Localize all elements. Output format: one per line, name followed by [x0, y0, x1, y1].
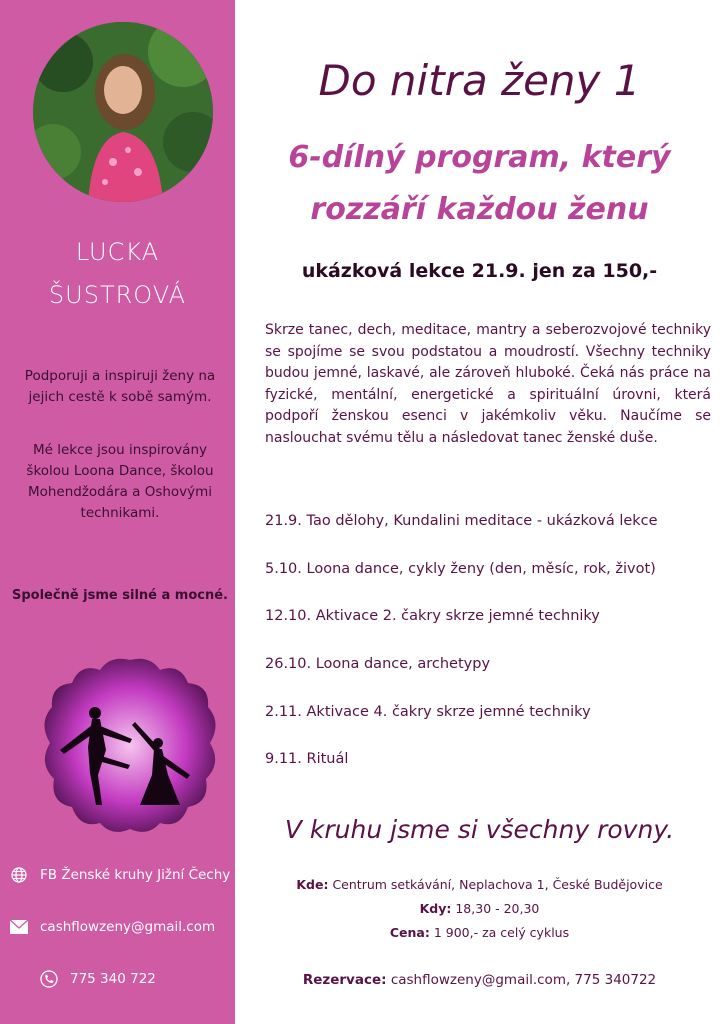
schedule-item: 2.11. Aktivace 4. čakry skrze jemné techniky [265, 704, 591, 720]
contact-phone-text: 775 340 722 [70, 971, 156, 987]
dancers-illustration [40, 655, 220, 835]
contact-email[interactable] [8, 916, 215, 938]
page-title: Do nitra ženy 1 [318, 56, 641, 105]
author-first-name: LUCKA [75, 238, 160, 266]
info-location-value: Centrum setkávání, Neplachova 1, České Budějovice [332, 877, 663, 892]
subtitle-line-1: 6-dílný program, který [288, 140, 671, 175]
info-reservation-label: Rezervace: [302, 972, 387, 988]
sidebar [0, 0, 235, 1024]
schedule-item: 26.10. Loona dance, archetypy [265, 656, 491, 672]
subtitle-line-2: rozzáří každou ženu [310, 192, 649, 227]
closing-statement: V kruhu jsme si všechny rovny. [284, 815, 675, 844]
program-description: Skrze tanec, dech, meditace, mantry a seberozvojové techniky se spojíme se svou podstatou a moudrostí. Všechny techniky budou jemné, laskavé, ale zároveň hluboké. Čeká nás práce na fyzické, mentální, energetické a spirituální úrovni, která podpoří ženskou esenci v jakémkoliv věku. Naučíme se naslouchat svému tělu a následovat tanec ženské duše. [265, 322, 711, 446]
contact-facebook-text: FB Ženské kruhy Jižní Čechy [40, 867, 231, 883]
mail-icon [8, 916, 30, 938]
info-price-label: Cena: [389, 925, 430, 940]
info-time-value: 18,30 - 20,30 [455, 901, 540, 916]
schedule-item: 5.10. Loona dance, cykly ženy (den, měsíc, rok, život) [265, 561, 656, 577]
contact-phone[interactable] [38, 968, 156, 990]
info-price-value: 1 900,- za celý cyklus [433, 925, 570, 940]
info-location [235, 877, 724, 892]
info-price [235, 925, 724, 940]
schedule-item: 12.10. Aktivace 2. čakry skrze jemné techniky [265, 608, 600, 624]
contact-email-text: cashflowzeny@gmail.com [40, 919, 216, 935]
info-time [235, 901, 724, 916]
portrait-photo [33, 22, 213, 202]
motto: Společně jsme silné a mocné. [12, 588, 228, 603]
schedule-item: 21.9. Tao dělohy, Kundalini meditace - ukázková lekce [265, 513, 658, 529]
promo-offer: ukázková lekce 21.9. jen za 150,- [301, 260, 658, 282]
contact-facebook[interactable] [8, 864, 230, 886]
author-last-name: ŠUSTROVÁ [48, 281, 187, 309]
info-reservation-value: cashflowzeny@gmail.com, 775 340722 [390, 972, 657, 988]
bio-paragraph-2: Mé lekce jsou inspirovány školou Loona Dance, školou Mohendžodára a Oshovými technikami. [26, 442, 214, 521]
phone-icon [38, 968, 60, 990]
info-time-label: Kdy: [419, 901, 452, 916]
bio-paragraph-1: Podporuji a inspiruji ženy na jejich cestě k sobě samým. [24, 368, 216, 405]
main-content [235, 0, 724, 1024]
globe-icon [8, 864, 30, 886]
schedule-item: 9.11. Rituál [265, 751, 349, 767]
info-location-label: Kde: [296, 877, 329, 892]
info-reservation[interactable] [235, 972, 724, 988]
